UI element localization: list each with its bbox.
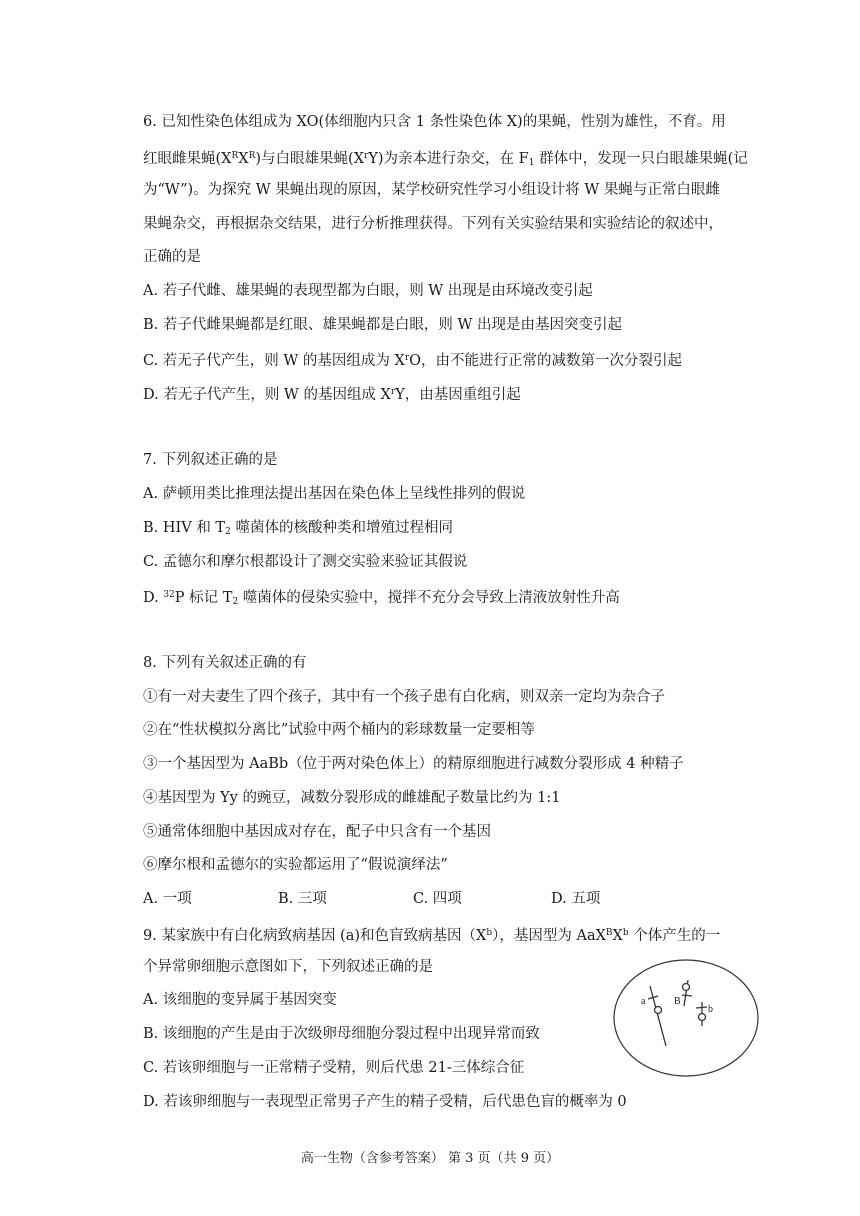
q8-option-b: B. 三项 [278, 891, 327, 907]
chromosome-b [696, 1002, 707, 1026]
q8-statement-2: ②在“性状模拟分离比”试验中两个桶内的彩球数量一定要相等 [143, 722, 535, 738]
q6-option-a: A. 若子代雌、雄果蝇的表现型都为白眼，则 W 出现是由环境改变引起 [143, 283, 593, 299]
q6-option-d: D. 若无子代产生，则 W 的基因组成 $X^rY$，由基因重组引起 [143, 387, 521, 403]
q9-option-d: D. 若该卵细胞与一表现型正常男子产生的精子受精，后代患色盲的概率为 0 [143, 1094, 627, 1110]
q6-option-c: C. 若无子代产生，则 W 的基因组成为 $X^rO$，由不能进行正常的减数第一次分裂引起 [143, 353, 683, 369]
gene-label-b: b [708, 1004, 713, 1015]
q7-option-c: C. 孟德尔和摩尔根都设计了测交实验来验证其假说 [143, 554, 468, 570]
q8-stem: 8. 下列有关叙述正确的有 [143, 655, 307, 671]
q8-option-d: D. 五项 [551, 891, 601, 907]
chromosome-B [682, 980, 692, 1006]
gene-label-B: B [674, 996, 681, 1007]
q6-stem-line-5: 正确的是 [143, 249, 201, 265]
q8-option-a: A. 一项 [143, 891, 192, 907]
q6-stem-line-4: 果蝇杂交，再根据杂交结果，进行分析推理获得。下列有关实验结果和实验结论的叙述中， [143, 216, 723, 232]
q6-stem-line-1: 6. 已知性染色体组成为 XO(体细胞内只含 1 条性染色体 X)的果蝇，性别为雄性，不育。用 [143, 114, 726, 130]
chromosome-a [648, 986, 666, 1046]
q6-stem-line-3: 为“W”)。为探究 W 果蝇出现的原因，某学校研究性学习小组设计将 W 果蝇与正常白眼雌 [143, 182, 720, 198]
q8-statement-6: ⑥摩尔根和孟德尔的实验都运用了“假说演绎法” [143, 857, 448, 873]
q9-option-c: C. 若该卵细胞与一正常精子受精，则后代患 21-三体综合征 [143, 1060, 525, 1076]
q7-stem: 7. 下列叙述正确的是 [143, 452, 278, 468]
q9-stem-line-2: 个异常卵细胞示意图如下，下列叙述正确的是 [143, 959, 433, 975]
q8-statement-4: ④基因型为 Yy 的豌豆，减数分裂形成的雌雄配子数量比约为 1:1 [143, 790, 561, 806]
q8-statement-5: ⑤通常体细胞中基因成对存在，配子中只含有一个基因 [143, 824, 491, 840]
gene-label-a: a [641, 996, 646, 1007]
page-footer: 高一生物（含参考答案） 第 3 页（共 9 页） [300, 1151, 560, 1166]
q9-stem-line-1: 9. 某家族中有白化病致病基因 (a)和色盲致病基因$(X^b)$，基因型为 $AaX^BX^b$ 个体产生的一 [143, 928, 721, 944]
q8-statement-3: ③一个基因型为 AaBb（位于两对染色体上）的精原细胞进行减数分裂形成 4 种精子 [143, 756, 684, 772]
q7-option-b: B. HIV 和 $T_2$ 噬菌体的核酸种类和增殖过程相同 [143, 520, 453, 537]
q8-statement-1: ①有一对夫妻生了四个孩子，其中有一个孩子患有白化病，则双亲一定均为杂合子 [143, 689, 665, 705]
cell-membrane [614, 960, 758, 1076]
q8-option-c: C. 四项 [413, 891, 462, 907]
q7-option-d: D. $^{32}$P 标记 $T_2$ 噬菌体的侵染实验中，搅拌不充分会导致上清液放射性升高 [143, 590, 620, 607]
q9-option-b: B. 该细胞的产生是由于次级卵母细胞分裂过程中出现异常而致 [143, 1026, 540, 1042]
egg-cell-diagram [612, 958, 760, 1078]
q7-option-a: A. 萨顿用类比推理法提出基因在染色体上呈线性排列的假说 [143, 486, 526, 502]
q9-option-a: A. 该细胞的变异属于基因突变 [143, 992, 337, 1008]
q6-stem-line-2: 红眼雌果蝇$(X^RX^R)$与白眼雄果蝇$(X^rY)$为亲本进行杂交，在 $F_1$ 群体中，发现一只白眼雄果蝇(记 [143, 151, 748, 168]
q6-option-b: B. 若子代雌果蝇都是红眼、雄果蝇都是白眼，则 W 出现是由基因突变引起 [143, 317, 622, 333]
